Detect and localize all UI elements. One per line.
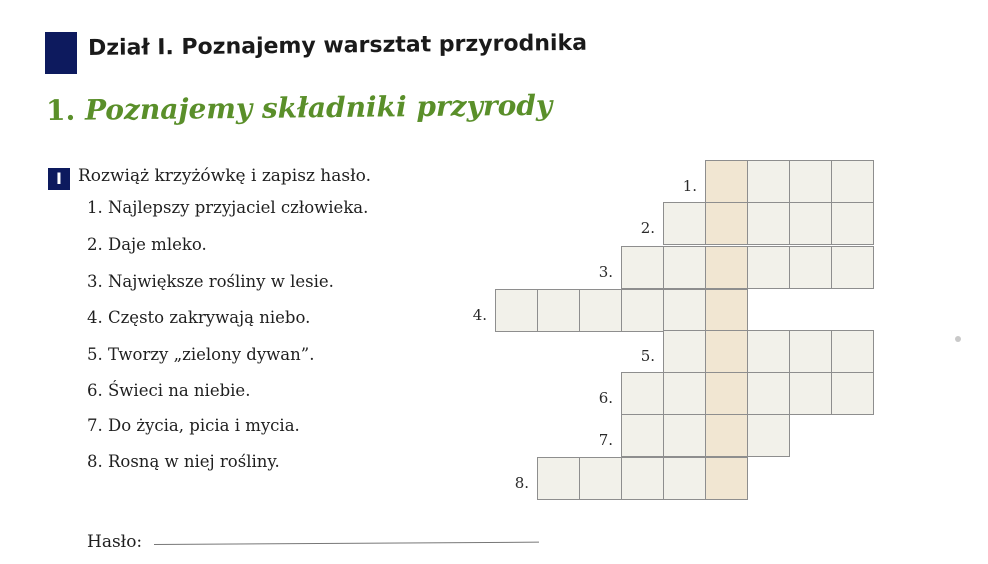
password-cell[interactable]: [705, 372, 748, 415]
crossword-cell[interactable]: [747, 414, 790, 457]
crossword-cell[interactable]: [747, 160, 790, 203]
clue-7: 7. Do życia, picia i mycia.: [87, 416, 300, 435]
password-cell[interactable]: [705, 202, 748, 245]
clue-8: 8. Rosną w niej rośliny.: [87, 452, 280, 471]
crossword-cell[interactable]: [831, 202, 874, 245]
password-cell[interactable]: [705, 160, 748, 203]
crossword-cell[interactable]: [747, 372, 790, 415]
crossword-cell[interactable]: [663, 372, 706, 415]
crossword-cell[interactable]: [621, 457, 664, 500]
crossword-cell[interactable]: [789, 246, 832, 289]
crossword-cell[interactable]: [663, 414, 706, 457]
crossword-row-number: 5.: [640, 347, 655, 365]
crossword-cell[interactable]: [747, 246, 790, 289]
crossword-cell[interactable]: [621, 414, 664, 457]
password-cell[interactable]: [705, 289, 748, 332]
answer-label: Hasło:: [87, 532, 143, 552]
crossword-cell[interactable]: [537, 457, 580, 500]
lesson-number: 1.: [45, 93, 76, 127]
password-cell[interactable]: [705, 246, 748, 289]
crossword-row-number: 8.: [514, 474, 529, 492]
chapter-title: Dział I. Poznajemy warsztat przyrodnika: [87, 30, 588, 61]
clue-2: 2. Daje mleko.: [87, 235, 207, 254]
crossword-cell[interactable]: [579, 289, 622, 332]
crossword-cell[interactable]: [831, 330, 874, 373]
password-cell[interactable]: [705, 330, 748, 373]
task-badge: I: [48, 168, 70, 190]
crossword-cell[interactable]: [663, 457, 706, 500]
crossword-cell[interactable]: [663, 246, 706, 289]
crossword-cell[interactable]: [789, 372, 832, 415]
clue-1: 1. Najlepszy przyjaciel człowieka.: [87, 198, 369, 217]
crossword-cell[interactable]: [537, 289, 580, 332]
password-cell[interactable]: [705, 457, 748, 500]
crossword-cell[interactable]: [789, 202, 832, 245]
chapter-marker: [45, 32, 77, 74]
clue-3: 3. Największe rośliny w lesie.: [87, 272, 334, 291]
crossword-cell[interactable]: [663, 202, 706, 245]
crossword-cell[interactable]: [621, 289, 664, 332]
crossword-row-number: 1.: [682, 177, 697, 195]
crossword-row-number: 4.: [472, 306, 487, 324]
crossword-cell[interactable]: [789, 160, 832, 203]
crossword-row-number: 6.: [598, 389, 613, 407]
answer-input-line[interactable]: [154, 542, 539, 545]
crossword-row-number: 7.: [598, 431, 613, 449]
crossword-cell[interactable]: [789, 330, 832, 373]
lesson-title-text: Poznajemy składniki przyrody: [84, 88, 553, 127]
lesson-title: [46, 89, 552, 127]
password-cell[interactable]: [705, 414, 748, 457]
scan-dot: [955, 336, 961, 342]
crossword-cell[interactable]: [621, 246, 664, 289]
crossword-cell[interactable]: [663, 330, 706, 373]
crossword-row-number: 3.: [598, 263, 613, 281]
crossword-cell[interactable]: [747, 330, 790, 373]
crossword-cell[interactable]: [579, 457, 622, 500]
clue-5: 5. Tworzy „zielony dywan”.: [87, 345, 315, 364]
crossword-row-number: 2.: [640, 219, 655, 237]
crossword-cell[interactable]: [831, 160, 874, 203]
crossword-cell[interactable]: [621, 372, 664, 415]
task-instruction: Rozwiąż krzyżówkę i zapisz hasło.: [78, 166, 371, 186]
clue-6: 6. Świeci na niebie.: [87, 381, 251, 400]
crossword-cell[interactable]: [747, 202, 790, 245]
clue-4: 4. Często zakrywają niebo.: [87, 308, 311, 327]
crossword-cell[interactable]: [663, 289, 706, 332]
crossword-cell[interactable]: [831, 372, 874, 415]
crossword-cell[interactable]: [495, 289, 538, 332]
crossword-cell[interactable]: [831, 246, 874, 289]
